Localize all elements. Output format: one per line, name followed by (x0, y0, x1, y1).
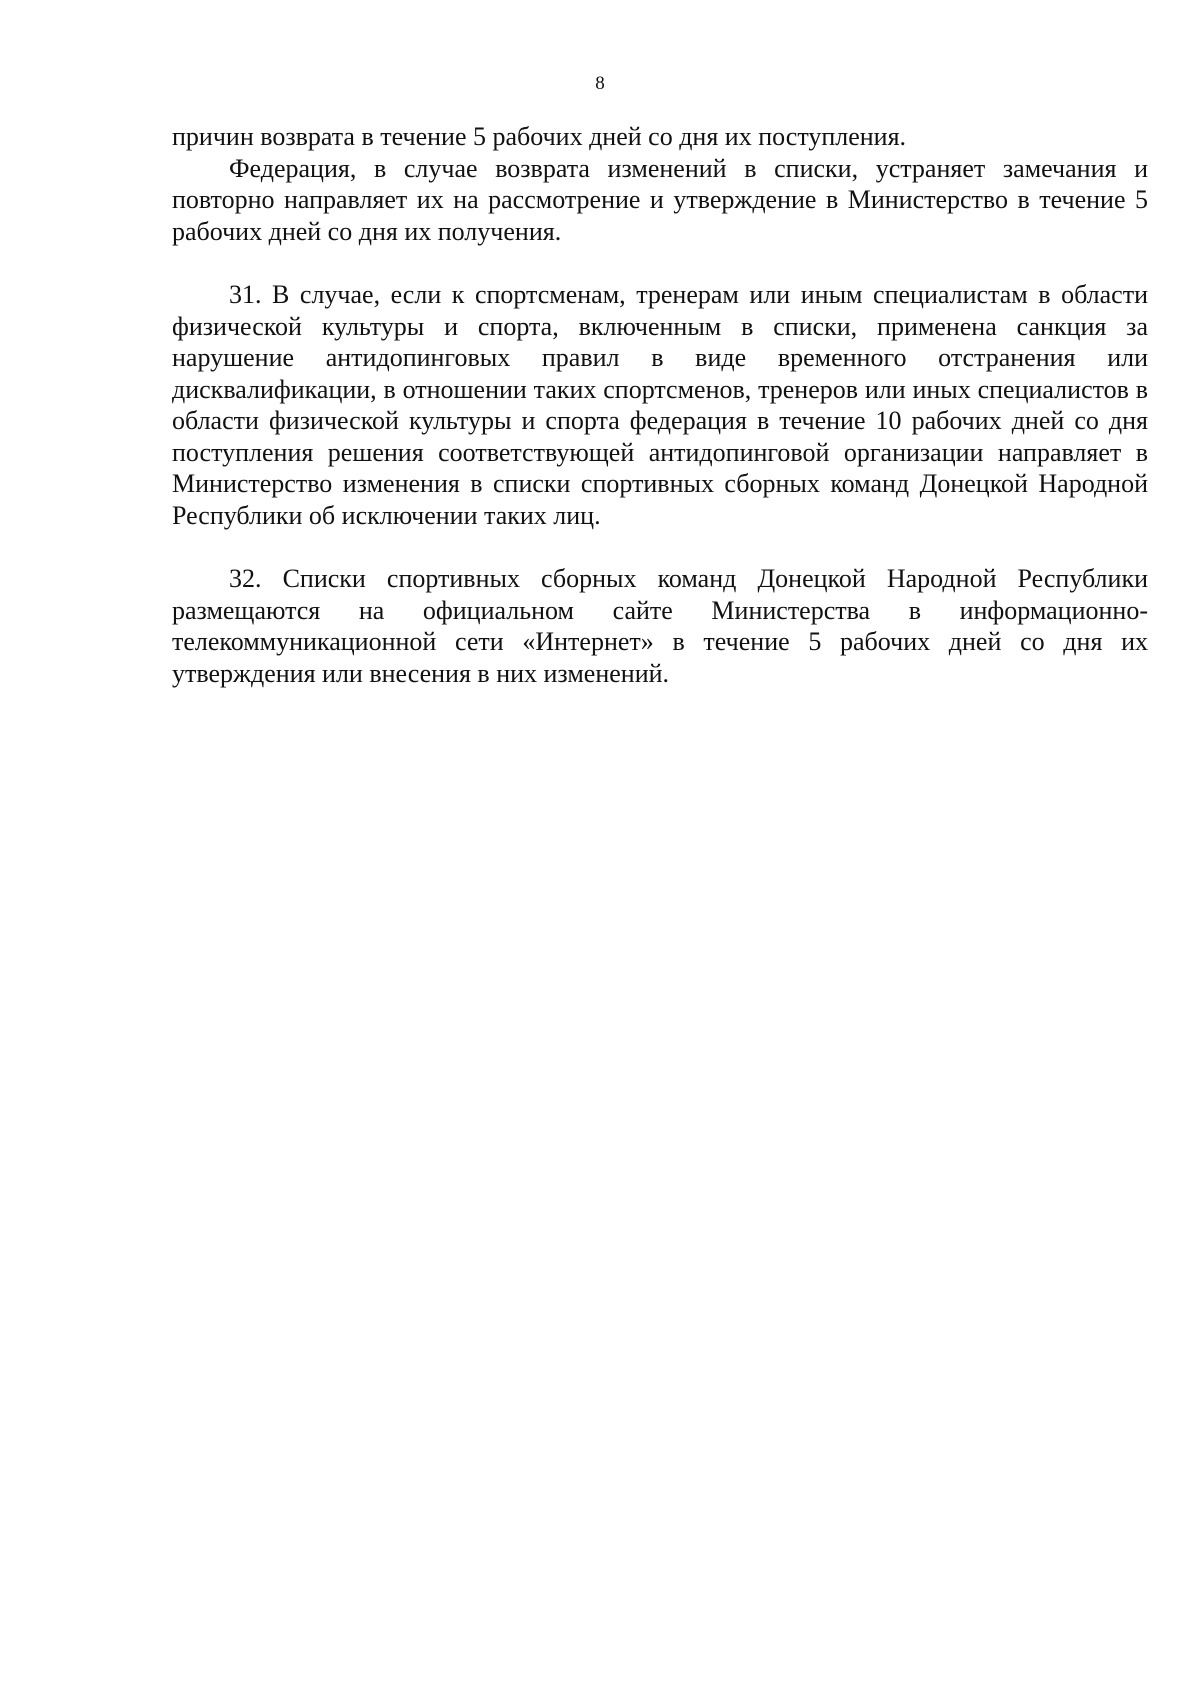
paragraph-federation-return: Федерация, в случае возврата изменений в списки, устраняет замечания и повторно направляет их на рассмотрение и утверждение в Министерство в течение 5 рабочих дней со дня их получения. (172, 153, 1148, 246)
paragraph-continuation: причин возврата в течение 5 рабочих дней со дня их поступления. (172, 122, 907, 151)
paragraph-31: 31. В случае, если к спортсменам, тренерам или иным специалистам в области физической культуры и спорта, включенным в списки, применена санкция за нарушение антидопинговых правил в виде временного отстранения или дисквалификации, в отношении таких спортсменов, тренеров или иных специалистов в области физической культуры и спорта федерация в течение 10 рабочих дней со дня поступления решения соответствующей антидопинговой организации направляет в Министерство изменения в списки спортивных сборных команд Донецкой Народной Республики об исключении таких лиц. (172, 280, 1148, 530)
page-number: 8 (595, 73, 605, 94)
document-body (172, 121, 1148, 689)
paragraph-spacer (172, 247, 1148, 279)
paragraph-spacer (172, 531, 1148, 563)
paragraph-32: 32. Списки спортивных сборных команд Донецкой Народной Республики размещаются на официальном сайте Министерства в информационно-телекоммуникационной сети «Интернет» в течение 5 рабочих дней со дня их утверждения или внесения в них изменений. (172, 564, 1148, 688)
